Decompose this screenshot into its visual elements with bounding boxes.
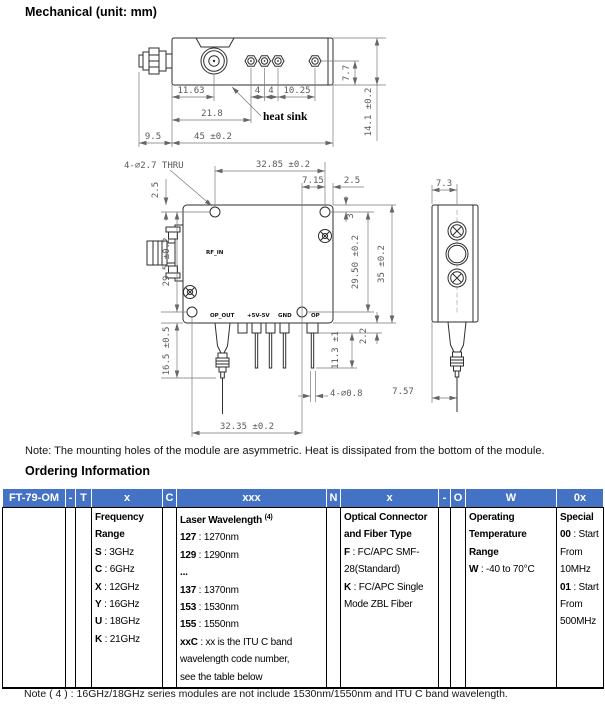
footnote: Note ( 4 ) : 16GHz/18GHz series modules are not include 1530nm/1550nm and ITU C band wavelength. xyxy=(24,688,508,700)
ordering-line xyxy=(469,509,555,526)
ordering-line xyxy=(560,509,602,526)
dim-29-5: 29.5 ±0.2 xyxy=(162,237,172,287)
value-text: : 1530nm xyxy=(196,602,239,614)
front-view xyxy=(124,160,457,437)
ordering-cell-special xyxy=(557,508,604,689)
header-cell-o: O xyxy=(451,489,466,508)
value-text: : FC/APC Single xyxy=(351,581,424,593)
code-label: C xyxy=(95,564,103,576)
code-label: 155 xyxy=(180,619,197,631)
ordering-line xyxy=(180,547,325,564)
code-label: F xyxy=(344,546,350,558)
code-label: Frequency xyxy=(95,512,144,523)
dim-7-3: 7.3 xyxy=(435,179,453,189)
ordering-table xyxy=(2,488,604,689)
ordering-line xyxy=(95,526,161,543)
power-pins-label: +5V-5V xyxy=(247,313,270,319)
value-text: : Start xyxy=(570,529,599,541)
fiber-pigtail-side xyxy=(448,322,466,412)
code-label: and Fiber Type xyxy=(344,529,412,541)
ordering-line xyxy=(180,599,325,616)
value-text: 500MHz xyxy=(560,616,597,628)
ordering-cell-c xyxy=(163,508,177,689)
ordering-line xyxy=(95,544,161,561)
dim-14-1: 14.1 ±0.2 xyxy=(364,87,374,137)
code-label: Operating xyxy=(469,512,515,523)
value-text: wavelength code number, xyxy=(180,654,290,666)
value-text: : FC/APC SMF- xyxy=(349,546,420,558)
fiber-pigtail-front xyxy=(215,323,230,414)
dim-7-7: 7.7 xyxy=(342,64,352,82)
value-text: : Start xyxy=(570,581,599,593)
ordering-cell-connector xyxy=(341,508,439,689)
mounting-hole xyxy=(187,307,197,317)
ordering-line xyxy=(344,579,437,596)
value-text: : 1290nm xyxy=(196,549,239,561)
value-text: : 21GHz xyxy=(102,633,140,645)
ordering-line xyxy=(560,596,602,613)
ordering-line xyxy=(180,616,325,633)
ordering-line xyxy=(95,631,161,648)
rf-in-label: RF_IN xyxy=(206,250,224,256)
dim-2-5-left: 2.5 xyxy=(151,181,161,199)
ordering-line xyxy=(344,526,437,543)
ordering-line xyxy=(180,582,325,599)
dim-2-5-right: 2.5 xyxy=(343,176,361,186)
ordering-cell-t xyxy=(76,508,92,689)
value-text: : xx is the ITU C band xyxy=(197,636,293,648)
header-cell-x1: x xyxy=(92,489,163,508)
dim-11-63: 11.63 xyxy=(177,86,205,96)
dim-45: 45 ±0.2 xyxy=(194,132,232,142)
header-cell-dash1: - xyxy=(66,489,76,508)
ordering-cell-o xyxy=(451,508,466,689)
ordering-line xyxy=(560,613,602,630)
ordering-line xyxy=(95,561,161,578)
value-text: : 1550nm xyxy=(196,619,239,631)
value-text: 28(Standard) xyxy=(344,564,400,576)
value-text: : 1270nm xyxy=(196,532,239,544)
dim-7-57: 7.57 xyxy=(392,387,414,397)
value-text: 10MHz xyxy=(560,564,591,576)
dim-3: 3 xyxy=(346,213,356,219)
ordering-line xyxy=(560,561,602,578)
ordering-header-row xyxy=(3,489,604,508)
mounting-hole xyxy=(320,207,330,217)
value-text: see the table below xyxy=(180,671,263,683)
ordering-line xyxy=(95,596,161,613)
code-label: 00 xyxy=(560,529,571,541)
value-text: : 3GHz xyxy=(101,546,134,558)
code-label: ... xyxy=(180,567,188,579)
mounting-hole xyxy=(210,207,220,217)
value-text: : -40 to 70°C xyxy=(478,564,535,576)
screw xyxy=(184,286,197,299)
ordering-cell-wavelength xyxy=(177,508,327,689)
ordering-cell-dash2 xyxy=(439,508,451,689)
code-label: xxC xyxy=(180,636,198,648)
ordering-line xyxy=(180,669,325,686)
value-text: : 12GHz xyxy=(101,581,140,593)
ordering-line xyxy=(180,564,325,581)
ordering-body-row xyxy=(3,508,604,689)
dim-2-2: 2.2 xyxy=(359,327,369,345)
optical-connector-top xyxy=(201,48,227,74)
value-text: : 6GHz xyxy=(102,564,135,576)
dim-32-35: 32.35 ±0.2 xyxy=(219,422,275,432)
ordering-line xyxy=(469,544,555,561)
side-view xyxy=(432,179,478,412)
code-label: K xyxy=(344,581,352,593)
ordering-line xyxy=(469,526,555,543)
header-cell-xxx: xxx xyxy=(177,489,327,508)
ordering-line xyxy=(344,509,437,526)
ordering-line xyxy=(95,613,161,630)
code-label: Y xyxy=(95,599,102,611)
op-pin xyxy=(307,323,318,368)
ordering-line xyxy=(469,561,555,578)
value-text: : 18GHz xyxy=(102,616,140,628)
ordering-line xyxy=(560,579,602,596)
dim-10-25: 10.25 xyxy=(283,86,311,96)
ordering-line xyxy=(344,596,437,613)
header-cell-dash2: - xyxy=(439,489,451,508)
code-label: 129 xyxy=(180,549,197,561)
code-label: 127 xyxy=(180,532,197,544)
ordering-line xyxy=(180,651,325,668)
header-cell-w: W xyxy=(466,489,557,508)
ordering-line xyxy=(344,561,437,578)
pins-callout: 4-⌀0.8 xyxy=(330,389,363,399)
dim-9-5: 9.5 xyxy=(144,132,162,142)
ordering-cell-frequency xyxy=(92,508,163,689)
gnd-label: GND xyxy=(278,313,292,319)
sma-connector-top xyxy=(139,48,172,74)
value-text: : 1370nm xyxy=(196,584,239,596)
value-text: Mode ZBL Fiber xyxy=(344,599,413,611)
ordering-cell-model xyxy=(3,508,66,689)
value-text: : 16GHz xyxy=(101,599,140,611)
mechanical-section-title: Mechanical (unit: mm) xyxy=(25,5,157,19)
header-cell-0x: 0x xyxy=(557,489,604,508)
ordering-cell-n xyxy=(327,508,341,689)
ordering-line xyxy=(95,509,161,526)
header-cell-c: C xyxy=(163,489,177,508)
value-text: From xyxy=(560,546,583,558)
code-label: Laser Wavelength xyxy=(180,515,263,526)
holes-callout: 4-⌀2.7 THRU xyxy=(124,161,184,171)
ordering-line xyxy=(180,509,325,529)
op-label: OP xyxy=(311,313,320,319)
code-label: Special xyxy=(560,512,594,523)
optical-port-side xyxy=(446,243,468,265)
dim-16-5: 16.5 ±0.5 xyxy=(162,326,172,376)
header-cell-n: N xyxy=(327,489,341,508)
ordering-line xyxy=(180,529,325,546)
code-label: X xyxy=(95,581,102,593)
code-label: Range xyxy=(95,529,125,541)
header-cell-t: T xyxy=(76,489,92,508)
mechanical-note: Note: The mounting holes of the module are asymmetric. Heat is dissipated from the bottom of the module. xyxy=(25,445,545,457)
code-label: S xyxy=(95,546,102,558)
code-label: 153 xyxy=(180,602,197,614)
code-label: Optical Connector xyxy=(344,512,428,523)
module-body-front xyxy=(183,205,333,323)
screw xyxy=(448,222,466,240)
code-label: W xyxy=(469,564,479,576)
ordering-line xyxy=(560,526,602,543)
top-view xyxy=(139,38,386,147)
dim-4a: 4 xyxy=(254,86,261,96)
ordering-cell-dash1 xyxy=(66,508,76,689)
code-label: Temperature xyxy=(469,529,527,541)
dim-32-85: 32.85 ±0.2 xyxy=(255,160,311,170)
ordering-line xyxy=(180,634,325,651)
screw xyxy=(448,269,466,287)
dim-35: 35 ±0.2 xyxy=(377,245,387,283)
code-label: U xyxy=(95,616,103,628)
ordering-line xyxy=(560,544,602,561)
op-out-label: OP_OUT xyxy=(210,313,235,319)
header-cell-x2: x xyxy=(341,489,439,508)
dim-11-3: 11.3 ±1 xyxy=(331,331,341,369)
value-text: From xyxy=(560,599,583,611)
ordering-cell-temperature xyxy=(466,508,557,689)
dim-21-8: 21.8 xyxy=(201,109,223,119)
header-cell-model: FT-79-OM xyxy=(3,489,66,508)
ordering-section-title: Ordering Information xyxy=(25,464,150,478)
dc-pins xyxy=(238,323,289,368)
ordering-line xyxy=(344,544,437,561)
code-label: Range xyxy=(469,546,499,558)
dim-4b: 4 xyxy=(268,86,274,96)
code-label: 01 xyxy=(560,581,571,593)
dim-29-50: 29.50 ±0.2 xyxy=(351,234,361,290)
dim-7-15: 7.15 xyxy=(302,176,324,186)
code-label: 137 xyxy=(180,584,197,596)
screw xyxy=(319,230,332,243)
ordering-line xyxy=(95,579,161,596)
code-label: K xyxy=(95,633,103,645)
footnote-ref: (4) xyxy=(264,514,273,521)
heat-sink-label: heat sink xyxy=(263,111,308,123)
